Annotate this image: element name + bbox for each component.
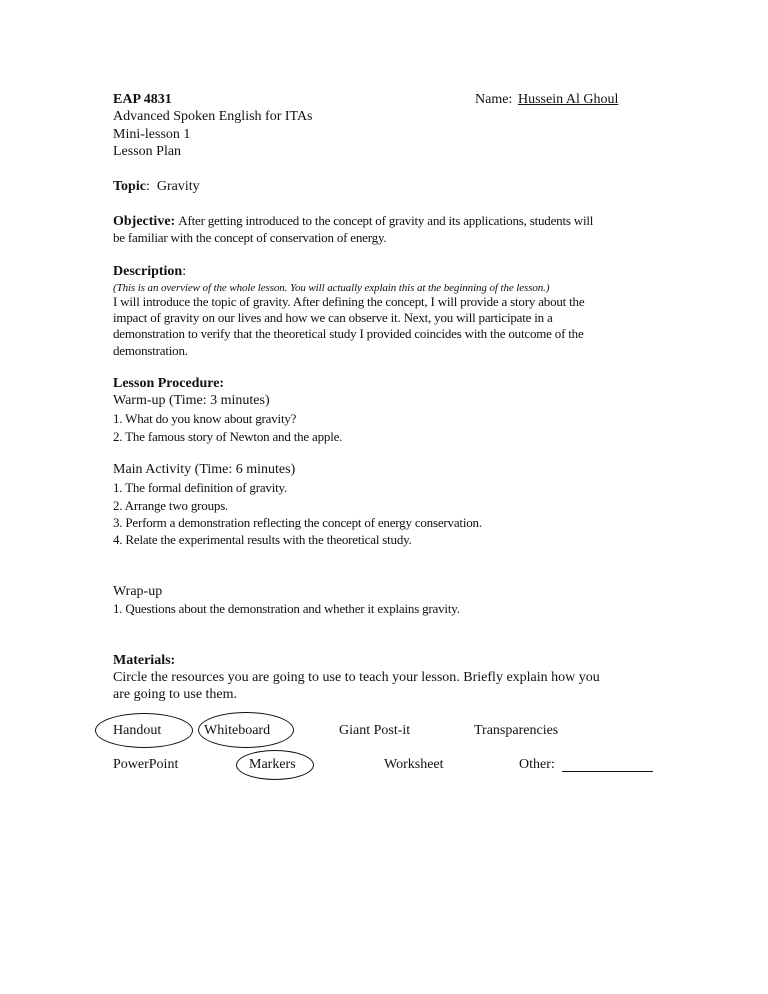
description-heading (113, 263, 186, 280)
description-line-3: demonstration to verify that the theoretical study I provided coincides with the outcome of the (113, 326, 584, 341)
main-activity-item: 2. Arrange two groups. (113, 498, 229, 513)
topic-line (113, 178, 200, 195)
warmup-item: 2. The famous story of Newton and the apple. (113, 429, 343, 444)
material-option-giant-post-it: Giant Post-it (339, 723, 411, 738)
material-option-transparencies: Transparencies (474, 723, 559, 738)
description-colon: : (182, 264, 187, 279)
materials-heading: Materials: (113, 653, 176, 668)
other-blank-line (562, 771, 653, 772)
material-option-worksheet: Worksheet (384, 757, 444, 772)
name-label: Name: (475, 92, 513, 107)
topic-colon: : (145, 179, 150, 194)
name-value: Hussein Al Ghoul (518, 92, 619, 107)
course-code: EAP 4831 (113, 92, 172, 107)
material-option-whiteboard: Whiteboard (204, 723, 271, 738)
description-line-2: impact of gravity on our lives and how we can observe it. Next, you will participate in a (113, 310, 553, 325)
materials-instruction-line-2: are going to use them. (113, 687, 238, 702)
description-note: (This is an overview of the whole lesson. You will actually explain this at the beginning of the lesson.) (113, 282, 550, 294)
course-title: Advanced Spoken English for ITAs (113, 109, 313, 124)
warmup-item: 1. What do you know about gravity? (113, 411, 297, 426)
document-type: Lesson Plan (113, 144, 182, 159)
objective-line-1 (113, 212, 593, 230)
material-option-other: Other: (519, 757, 555, 772)
main-activity-item: 3. Perform a demonstration reflecting the concept of energy conservation. (113, 515, 482, 530)
wrapup-title: Wrap-up (113, 584, 163, 599)
topic-label: Topic (113, 179, 146, 194)
description-line-4: demonstration. (113, 343, 188, 358)
lesson-number: Mini-lesson 1 (113, 127, 191, 142)
material-option-handout: Handout (113, 723, 162, 738)
main-activity-item: 1. The formal definition of gravity. (113, 480, 288, 495)
topic-value: Gravity (156, 179, 200, 194)
main-activity-title: Main Activity (Time: 6 minutes) (113, 462, 296, 477)
objective-line-2: be familiar with the concept of conservation of energy. (113, 230, 387, 245)
description-line-1: I will introduce the topic of gravity. After defining the concept, I will provide a story about the (113, 294, 585, 309)
main-activity-item: 4. Relate the experimental results with the theoretical study. (113, 532, 412, 547)
description-label: Description (113, 264, 183, 279)
warmup-title: Warm-up (Time: 3 minutes) (113, 393, 270, 408)
objective-text-1: After getting introduced to the concept of gravity and its applications, students will (178, 213, 594, 228)
objective-label: Objective: (113, 214, 176, 229)
procedure-heading: Lesson Procedure: (113, 376, 225, 391)
material-option-markers: Markers (249, 757, 296, 772)
material-option-powerpoint: PowerPoint (113, 757, 179, 772)
materials-instruction-line-1: Circle the resources you are going to use to teach your lesson. Briefly explain how you (113, 670, 600, 685)
wrapup-item: 1. Questions about the demonstration and whether it explains gravity. (113, 601, 460, 616)
